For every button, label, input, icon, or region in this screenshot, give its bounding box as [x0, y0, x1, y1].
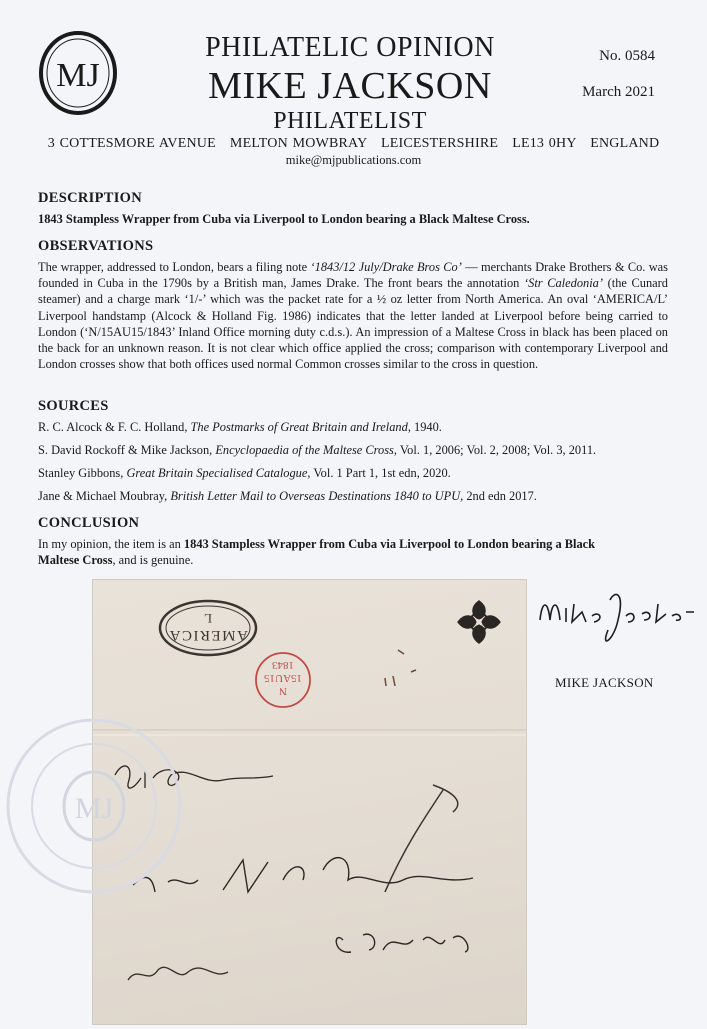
svg-text:L: L [204, 611, 212, 626]
email: mike@mjpublications.com [285, 153, 422, 167]
header-name: MIKE JACKSON [208, 65, 492, 107]
london-cds [256, 653, 310, 707]
svg-text:1843: 1843 [272, 659, 294, 671]
address: 3 COTTESMORE AVENUE MELTON MOWBRAY LEICESTERSHIRE LE13 0HY ENGLAND [47, 136, 660, 151]
certificate-date: March 2021 [582, 84, 655, 100]
conclusion-text: In my opinion, the item is an 1843 Stampless Wrapper from Cuba via Liverpool to London bearing a Black Maltese Cross, and is genuine. [38, 537, 596, 568]
observations-title: OBSERVATIONS [38, 238, 154, 254]
manuscript-london [336, 934, 468, 952]
certificate-number: No. 0584 [599, 48, 655, 64]
america-handstamp [160, 601, 256, 655]
svg-text:MJ: MJ [56, 57, 100, 94]
source-item: Stanley Gibbons, Great Britain Specialised Catalogue, Vol. 1 Part 1, 1st edn, 2020. [38, 466, 451, 480]
conclusion-title: CONCLUSION [38, 515, 140, 531]
svg-text:AMERICA: AMERICA [168, 627, 248, 643]
embossed-seal [4, 716, 184, 896]
svg-text:N: N [279, 685, 287, 697]
svg-text:15AU15: 15AU15 [264, 672, 302, 684]
description-text: 1843 Stampless Wrapper from Cuba via Liverpool to London bearing a Black Maltese Cross. [38, 212, 530, 226]
signature-name: MIKE JACKSON [555, 675, 654, 690]
mj-logo [38, 30, 118, 116]
observations-text: The wrapper, addressed to London, bears a filing note ‘1843/12 July/Drake Bros Co’ — merchants Drake Brothers & Co. was founded in Cuba in the 1790s by a British man, James Drake. The front bears the annotation ‘Str Caledonia’ (the Cunard steamer) and a charge mark ‘1/-’ which was the packet rate for a ½ oz letter from North America. An oval ‘AMERICA/L’ Liverpool handstamp (Alcock & Holland Fig. 1986) indicates that the letter landed at Liverpool before being carried to London (‘N/15AU15/1843’ Inland Office morning duty c.d.s.). An impression of a Maltese Cross in black has been placed on the back for an unknown reason. It is not clear which office applied the cross; comparison with contemporary Liverpool and London crosses show that both offices used normal Common crosses similar to the cross in question. [38, 260, 668, 372]
header-line-3: PHILATELIST [273, 108, 427, 134]
description-title: DESCRIPTION [38, 190, 143, 206]
sources-title: SOURCES [38, 398, 109, 414]
signature [530, 580, 700, 660]
source-item: Jane & Michael Moubray, British Letter Mail to Overseas Destinations 1840 to UPU, 2nd edn 2017. [38, 489, 537, 503]
source-item: S. David Rockoff & Mike Jackson, Encyclopaedia of the Maltese Cross, Vol. 1, 2006; Vol. 2, 2008; Vol. 3, 2011. [38, 443, 597, 457]
header-line-1: PHILATELIC OPINION [205, 32, 495, 63]
svg-text:MJ: MJ [74, 792, 114, 825]
manuscript-address [133, 858, 473, 892]
maltese-cross [459, 602, 499, 642]
source-item: R. C. Alcock & F. C. Holland, The Postmarks of Great Britain and Ireland, 1940. [38, 420, 442, 434]
